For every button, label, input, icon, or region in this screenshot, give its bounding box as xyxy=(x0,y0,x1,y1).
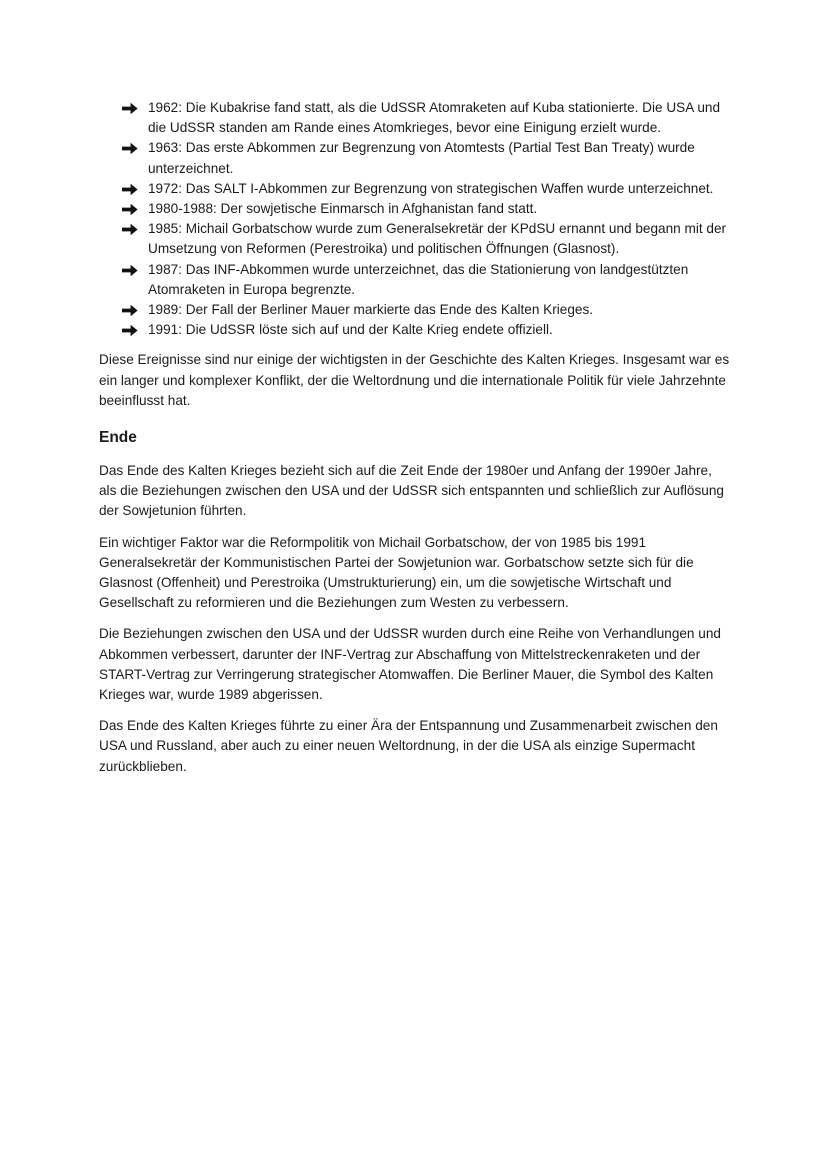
section-paragraph: Das Ende des Kalten Krieges bezieht sich auf die Zeit Ende der 1980er und Anfang der 1990er Jahre, als die Beziehungen zwischen den USA und der UdSSR sich entspannten und schließlich zur Auflösung der Sowjetunion führten. xyxy=(99,463,724,519)
arrow-right-icon xyxy=(122,304,138,317)
section-paragraph: Ein wichtiger Faktor war die Reformpolitik von Michail Gorbatschow, der von 1985 bis 1991 Generalsekretär der Kommunistischen Partei der Sowjetunion war. Gorbatschow setzte sich für die Glasnost (Offenheit) und Perestroika (Umstrukturierung) ein, um die sowjetische Wirtschaft und Gesellschaft zu reformieren und die Beziehungen zum Westen zu verbessern. xyxy=(99,534,694,611)
timeline-text: 1980-1988: Der sowjetische Einmarsch in Afghanistan fand statt. xyxy=(148,201,538,217)
timeline-text: 1962: Die Kubakrise fand statt, als die UdSSR Atomraketen auf Kuba stationierte. Die USA und die UdSSR standen am Rande eines Atomkrieges, bevor eine Einigung erzielt wurde. xyxy=(148,100,721,136)
timeline-item xyxy=(99,98,732,138)
section-heading: Ende xyxy=(99,429,137,447)
timeline-item xyxy=(99,300,732,320)
arrow-right-icon xyxy=(122,102,138,115)
timeline-text: 1972: Das SALT I-Abkommen zur Begrenzung von strategischen Waffen wurde unterzeichnet. xyxy=(148,180,714,196)
timeline-item xyxy=(99,199,732,219)
arrow-right-icon xyxy=(122,142,138,155)
arrow-right-icon xyxy=(122,183,138,196)
timeline-item xyxy=(99,179,732,199)
arrow-right-icon xyxy=(122,264,138,277)
summary-paragraph: Diese Ereignisse sind nur einige der wichtigsten in der Geschichte des Kalten Krieges. Insgesamt war es ein langer und komplexer Konflikt, der die Weltordnung und die internationale Politik für viele Jahrzehnte beeinflusst hat. xyxy=(99,352,730,408)
section-ende xyxy=(99,427,732,777)
timeline-text: 1987: Das INF-Abkommen wurde unterzeichnet, das die Stationierung von landgestützten Atomraketen in Europa begrenzte. xyxy=(148,261,689,297)
timeline-text: 1991: Die UdSSR löste sich auf und der Kalte Krieg endete offiziell. xyxy=(148,322,553,338)
arrow-right-icon xyxy=(122,223,138,236)
section-paragraph: Das Ende des Kalten Krieges führte zu einer Ära der Entspannung und Zusammenarbeit zwischen den USA und Russland, aber auch zu einer neuen Weltordnung, in der die USA als einzige Supermacht zurückblieben. xyxy=(99,718,718,774)
timeline-item xyxy=(99,219,732,259)
timeline-item xyxy=(99,260,732,300)
timeline-item xyxy=(99,320,732,340)
timeline-list xyxy=(99,98,732,340)
section-paragraph: Die Beziehungen zwischen den USA und der UdSSR wurden durch eine Reihe von Verhandlungen und Abkommen verbessert, darunter der INF-Vertrag zur Abschaffung von Mittelstreckenraketen und der START-Vertrag zur Verringerung strategischer Atomwaffen. Die Berliner Mauer, die Symbol des Kalten Krieges war, wurde 1989 abgerissen. xyxy=(99,626,721,703)
timeline-text: 1989: Der Fall der Berliner Mauer markierte das Ende des Kalten Krieges. xyxy=(148,302,594,318)
timeline-item xyxy=(99,138,732,178)
arrow-right-icon xyxy=(122,324,138,337)
timeline-text: 1963: Das erste Abkommen zur Begrenzung von Atomtests (Partial Test Ban Treaty) wurde unterzeichnet. xyxy=(148,140,695,176)
timeline-text: 1985: Michail Gorbatschow wurde zum Generalsekretär der KPdSU ernannt und begann mit der Umsetzung von Reformen (Perestroika) und politischen Öffnungen (Glasnost). xyxy=(148,221,727,257)
arrow-right-icon xyxy=(122,203,138,216)
